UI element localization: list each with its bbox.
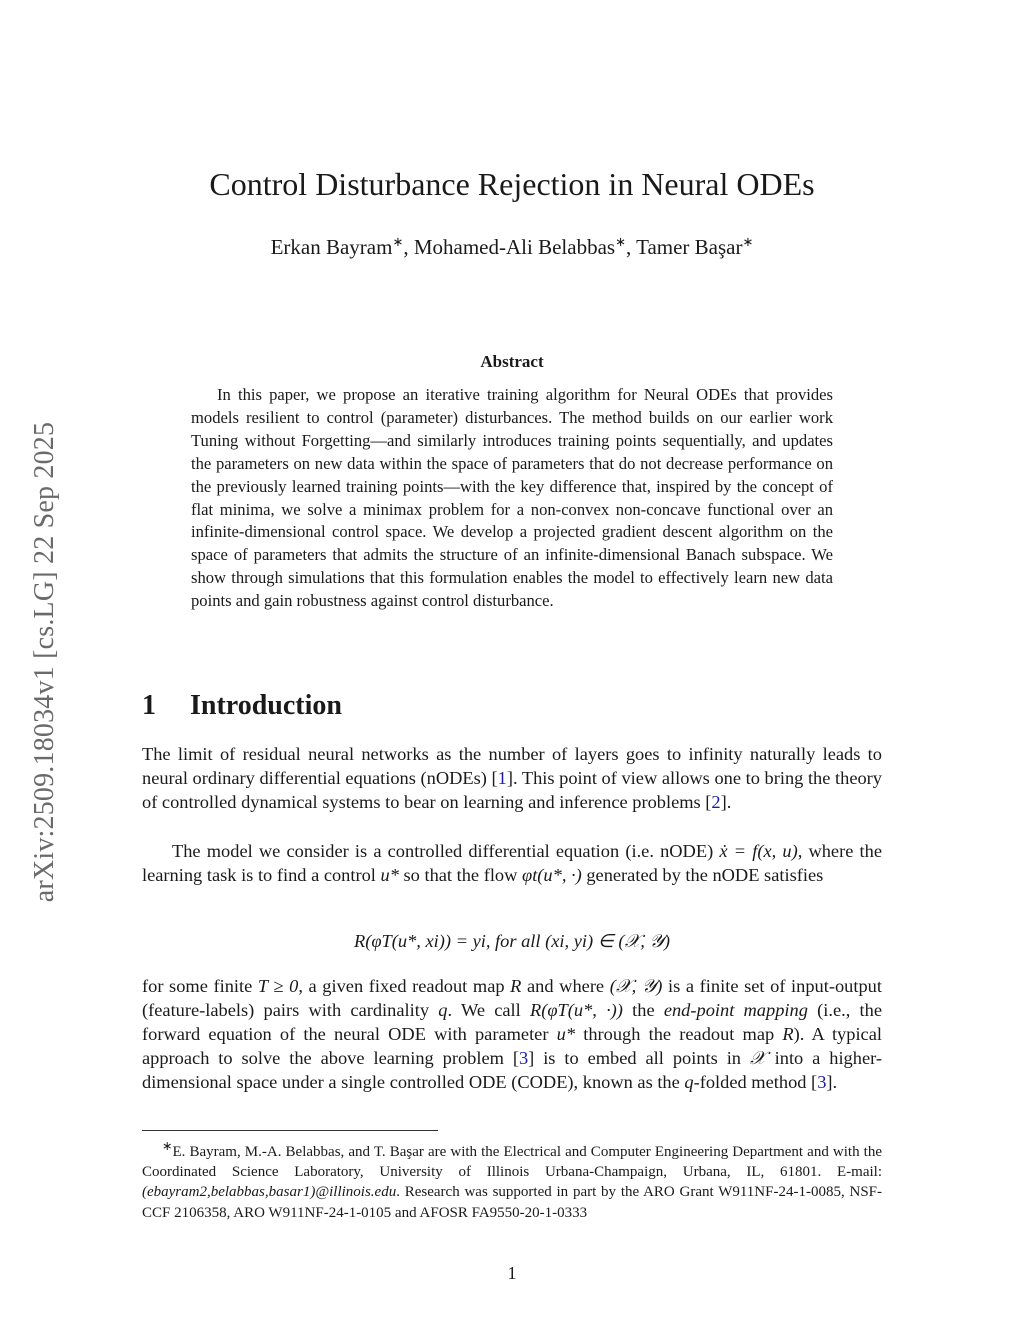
abstract-text: In this paper, we propose an iterative training algorithm for Neural ODEs that provides models resilient to control (parameter) disturbances. The method builds on our earlier work Tuning without Forgetting—and similarly introduces training points sequentially, and updates the parameters on new data within the space of parameters that do not decrease performance on the previously learned training points—with the key difference that, inspired by the concept of flat minima, we solve a minimax problem for a non-convex non-concave functional over an infinite-dimensional control space. We develop a projected gradient descent algorithm on the space of parameters that admits the structure of an infinite-dimensional Banach subspace. We show through simulations that this formulation enables the model to effectively learn new data points and gain robustness against control disturbance. (191, 385, 833, 611)
math-inline: ẋ = f(x, u) (719, 841, 798, 861)
math-inline: u* (556, 1024, 576, 1045)
text-run: . Research was supported in part by the ARO Grant W911NF-24-1-0085, NSF-CCF 2106358, ARO W911NF-24-1-0105 and AFOSR FA9550-20-1-0333 (142, 1184, 882, 1221)
text-run: , where the learning task is to find a control (142, 841, 882, 886)
text-run: -folded method [ (693, 1072, 818, 1093)
citation-link-1[interactable]: 1 (497, 768, 507, 789)
author-separator: , (625, 235, 637, 259)
intro-paragraph-3 (142, 974, 882, 1094)
text-run: and where (521, 976, 610, 996)
section-number: 1 (142, 690, 156, 721)
page-number: 1 (507, 1263, 517, 1283)
author-email: (ebayram2,belabbas,basar1)@illinois.edu (142, 1184, 397, 1201)
math-inline: R (510, 976, 522, 996)
math-inline: T ≥ 0 (257, 976, 299, 996)
footnote-mark: ∗ (162, 1139, 173, 1153)
arxiv-identifier: arXiv:2509.18034v1 [cs.LG] 22 Sep 2025 (29, 421, 60, 903)
text-run: ] is to embed all points in (528, 1048, 750, 1069)
text-run: (i.e., the forward equation of the neural ODE with parameter (142, 1000, 882, 1045)
text-run: generated by the nODE satisfies (581, 865, 824, 886)
text-run: ]. (826, 1072, 838, 1093)
equation-text: R(φT(u*, xi)) = yi, for all (xi, yi) ∈ (𝒳, 𝒴) (353, 931, 671, 951)
paper-title: Control Disturbance Rejection in Neural ODEs (209, 166, 815, 202)
text-run: is a finite set of input-output (feature-labels) pairs with cardinality (142, 976, 882, 1021)
author-1: Erkan Bayram (270, 235, 393, 259)
text-run: the (622, 1000, 664, 1021)
text-run: into a higher-dimensional space under a single controlled ODE (CODE), known as the (142, 1048, 882, 1093)
text-run: ]. This point of view allows one to bring the theory of controlled dynamical systems to bear on learning and inference problems [ (142, 768, 882, 813)
emphasis-term: end-point mapping (663, 1000, 808, 1021)
intro-paragraph-1 (142, 742, 882, 814)
text-run: so that the flow (398, 865, 523, 886)
math-inline: u* (380, 865, 399, 886)
text-run: for some finite (142, 976, 258, 996)
section-heading (142, 690, 342, 722)
author-2: Mohamed-Ali Belabbas (413, 235, 616, 259)
math-inline: (𝒳, 𝒴) (609, 976, 663, 996)
math-inline: q (684, 1072, 694, 1093)
math-inline: 𝒳 (749, 1048, 766, 1069)
text-run: E. Bayram, M.-A. Belabbas, and T. Başar are with the Electrical and Computer Engineering Department and with the Coordinated Science Laboratory, University of Illinois Urbana-Champaign, Urbana, IL, 61801. E-mail: (142, 1144, 882, 1181)
author-2-mark: ∗ (615, 234, 626, 249)
footnote-rule (142, 1130, 438, 1131)
author-3: Tamer Başar (636, 235, 743, 259)
intro-paragraph-2 (142, 839, 882, 887)
author-1-mark: ∗ (392, 234, 404, 249)
text-run: . We call (447, 1000, 530, 1021)
math-inline: R (782, 1024, 794, 1045)
footnote (142, 1136, 882, 1223)
abstract-heading: Abstract (480, 352, 544, 371)
text-run: The model we consider is a controlled differential equation (i.e. nODE) (172, 841, 720, 861)
citation-link-2[interactable]: 2 (711, 792, 721, 813)
citation-link-3[interactable]: 3 (518, 1048, 529, 1069)
text-run: through the readout map (575, 1024, 783, 1045)
author-separator: , (403, 235, 414, 259)
author-list (0, 234, 1024, 260)
text-run: , a given fixed readout map (298, 976, 511, 996)
text-run: ]. (720, 792, 732, 813)
math-inline: q (438, 1000, 448, 1021)
citation-link-3b[interactable]: 3 (817, 1072, 827, 1093)
math-inline: R(φT(u*, ·)) (529, 1000, 623, 1021)
arxiv-sidebar-stamp (30, 372, 60, 952)
author-3-mark: ∗ (742, 234, 754, 249)
text-run: ). A typical approach to solve the above learning problem [ (142, 1024, 882, 1069)
math-inline: φt(u*, ·) (522, 865, 582, 886)
text-run: The limit of residual neural networks as the number of layers goes to infinity naturally leads to neural ordinary differential equations (nODEs) [ (142, 744, 882, 789)
display-equation (0, 931, 1024, 952)
section-title: Introduction (190, 690, 342, 721)
